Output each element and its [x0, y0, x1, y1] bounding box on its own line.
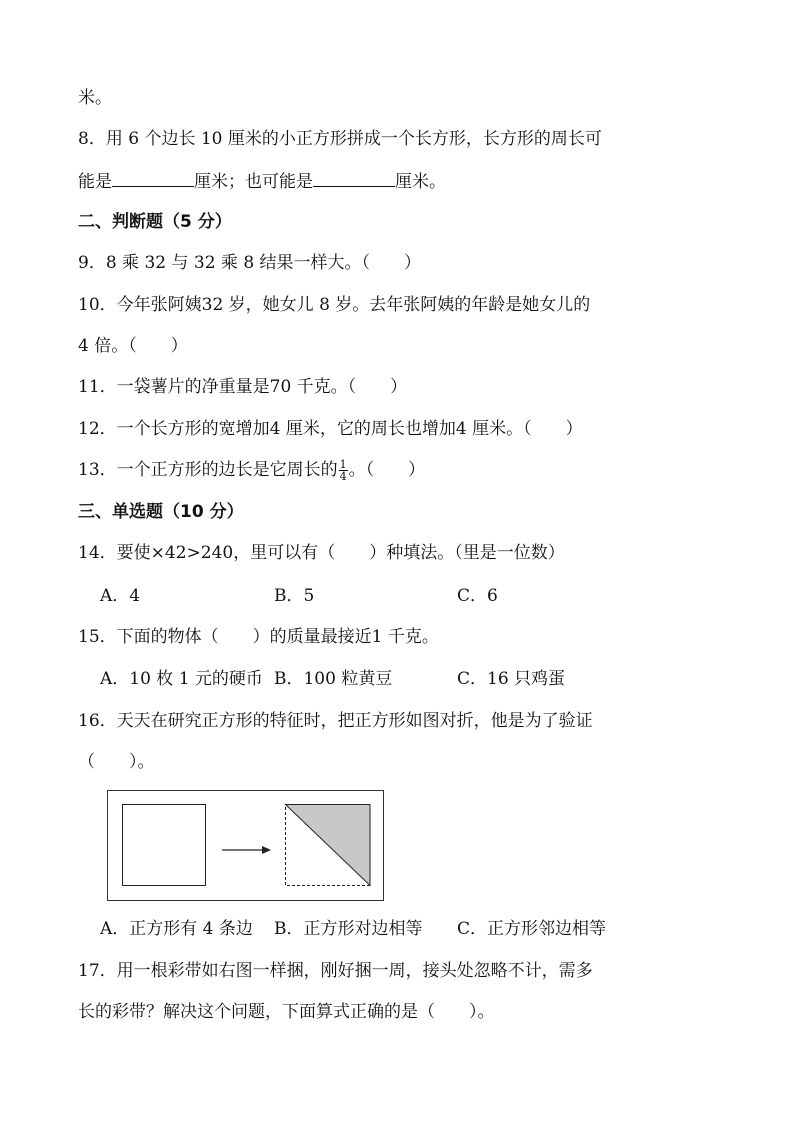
q8-line1: 8．用 6 个边长 10 厘米的小正方形拼成一个长方形，长方形的周长可	[78, 129, 602, 149]
q13-fraction	[339, 459, 348, 482]
q15: 15．下面的物体（ ）的质量最接近1 千克。	[78, 627, 439, 647]
q8-line2	[78, 168, 446, 194]
q17-line2: 长的彩带？解决这个问题，下面算式正确的是（ ）。	[78, 1002, 495, 1022]
q8-text-c: 厘米。	[395, 172, 446, 192]
section-2-heading: 二、判断题（5 分）	[78, 212, 232, 232]
q7-tail: 米。	[78, 88, 112, 108]
q16-line2: （ ）。	[78, 752, 155, 772]
q13-text-a: 13．一个正方形的边长是它周长的	[78, 460, 338, 480]
q15-option-a: A．10 枚 1 元的硬币	[100, 669, 263, 689]
section-3-heading: 三、单选题（10 分）	[78, 502, 244, 522]
q14-option-a: A．4	[100, 586, 141, 606]
q13-frac-den: 4	[339, 470, 347, 483]
q16-option-a: A．正方形有 4 条边	[100, 919, 253, 939]
q15-option-c: C．16 只鸡蛋	[457, 669, 566, 689]
q13	[78, 458, 425, 482]
q16-option-b: B．正方形对边相等	[274, 919, 423, 939]
q8-text-b: 厘米；也可能是	[194, 172, 313, 192]
q8-blank-1	[112, 168, 194, 187]
q8-blank-2	[313, 168, 395, 187]
folding-square-figure	[107, 790, 385, 902]
q16-line1: 16．天天在研究正方形的特征时，把正方形如图对折，他是为了验证	[78, 711, 593, 731]
original-square	[123, 805, 206, 886]
q12: 12．一个长方形的宽增加4 厘米，它的周长也增加4 厘米。（ ）	[78, 419, 583, 439]
q8-text-a: 能是	[78, 172, 112, 192]
q10-line2: 4 倍。（ ）	[78, 336, 188, 356]
q14-option-c: C．6	[457, 586, 498, 606]
q17-line1: 17．用一根彩带如右图一样捆，刚好捆一周，接头处忽略不计，需多	[78, 961, 593, 981]
q14-option-b: B．5	[274, 586, 315, 606]
q10-line1: 10．今年张阿姨32 岁，她女儿 8 岁。去年张阿姨的年龄是她女儿的	[78, 295, 591, 315]
q11: 11．一袋薯片的净重量是70 千克。（ ）	[78, 377, 408, 397]
arrow-head-icon	[262, 846, 271, 854]
q15-option-b: B．100 粒黄豆	[274, 669, 393, 689]
folded-triangle	[286, 805, 371, 886]
q9: 9．8 乘 32 与 32 乘 8 结果一样大。（ ）	[78, 253, 422, 273]
q13-text-b: 。（ ）	[348, 460, 426, 480]
q16-option-c: C．正方形邻边相等	[457, 919, 607, 939]
q14: 14．要使×42>240，里可以有（ ）种填法。（里是一位数）	[78, 543, 565, 563]
q13-frac-num: 1	[339, 458, 347, 471]
